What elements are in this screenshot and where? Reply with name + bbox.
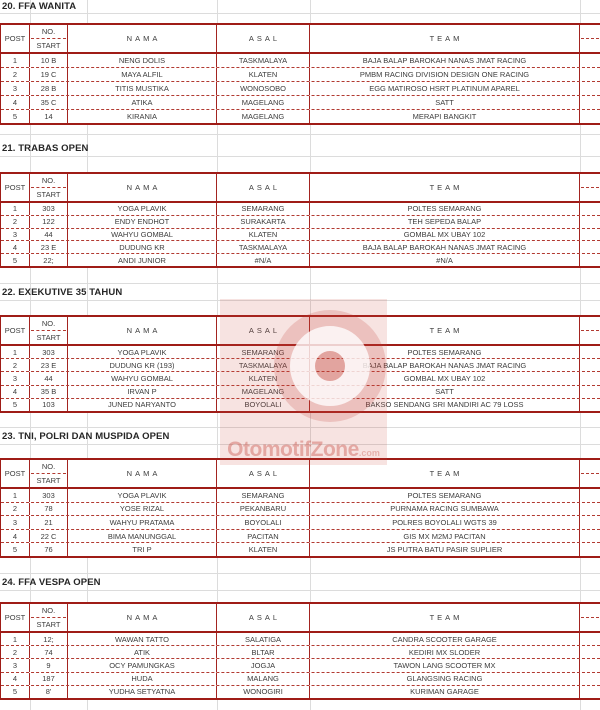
cell-post: 3 [1,516,30,529]
cell-nama: OCY PAMUNGKAS [68,659,217,671]
cell-no-start: 12; [30,633,68,645]
cell-no-start: 21 [30,516,68,529]
header-no-start [30,174,68,201]
cell-asal: SEMARANG [217,203,310,215]
header-asal: ASAL [217,25,310,52]
cell-post: 5 [1,399,30,411]
grid-hline [0,283,600,284]
cell-no-start: 9 [30,659,68,671]
cell-cut [580,646,600,658]
cell-asal: KLATEN [217,229,310,241]
grid-hline [0,573,600,574]
cell-post: 4 [1,386,30,398]
cell-cut [580,229,600,241]
header-dash-divider [31,187,66,188]
table-header-row [1,604,600,633]
cell-team: BAJA BALAP BAROKAH NANAS JMAT RACING [310,54,580,67]
cell-team: KURIMAN GARAGE [310,686,580,698]
table-header-row [1,174,600,203]
cell-post: 4 [1,96,30,109]
table-row [1,658,600,671]
cell-no-start: 78 [30,503,68,516]
cell-post: 2 [1,503,30,516]
header-post: POST [1,604,30,631]
cell-no-start: 23 E [30,359,68,371]
cell-asal: BOYOLALI [217,516,310,529]
cell-nama: YUDHA SETYATNA [68,686,217,698]
table-row [1,489,600,502]
table-row [1,672,600,685]
header-cut-dash [581,473,599,474]
cell-no-start: 122 [30,216,68,228]
table-body [1,633,600,698]
entry-table [0,23,600,125]
grid-hline [0,427,600,428]
cell-team: CANDRA SCOOTER GARAGE [310,633,580,645]
table-row [1,95,600,109]
table-header-row [1,25,600,54]
header-team: TEAM [310,317,580,344]
cell-cut [580,216,600,228]
cell-nama: WAWAN TATTO [68,633,217,645]
cell-cut [580,68,600,81]
cell-team: GOMBAL MX UBAY 102 [310,372,580,384]
cell-asal: WONOGIRI [217,686,310,698]
cell-post: 1 [1,203,30,215]
header-start: START [36,475,61,485]
cell-post: 5 [1,254,30,266]
cell-nama: WAHYU PRATAMA [68,516,217,529]
cell-post: 5 [1,686,30,698]
header-post: POST [1,174,30,201]
table-row [1,228,600,241]
cell-asal: #N/A [217,254,310,266]
cell-no-start: 44 [30,372,68,384]
header-asal: ASAL [217,604,310,631]
cell-cut [580,659,600,671]
cell-nama: TRI P [68,543,217,556]
cell-no-start: 14 [30,110,68,123]
cell-asal: BLTAR [217,646,310,658]
table-row [1,81,600,95]
cell-post: 5 [1,110,30,123]
header-nama: NAMA [68,460,217,487]
cell-post: 1 [1,633,30,645]
watermark-suffix: .com [358,448,380,458]
cell-cut [580,673,600,685]
cell-team: PMBM RACING DIVISION DESIGN ONE RACING [310,68,580,81]
header-cut-dash [581,330,599,331]
header-team: TEAM [310,25,580,52]
cell-team: KEDIRI MX SLODER [310,646,580,658]
section-title: 23. TNI, POLRI DAN MUSPIDA OPEN [2,431,170,442]
cell-team: EGG MATIROSO HSRT PLATINUM APAREL [310,82,580,95]
grid-hline [0,444,600,445]
cell-asal: SALATIGA [217,633,310,645]
header-dash-divider [31,617,66,618]
header-start: START [36,189,61,199]
cell-asal: BOYOLALI [217,399,310,411]
section-title: 22. EXEKUTIVE 35 TAHUN [2,287,123,298]
cell-post: 3 [1,82,30,95]
header-team: TEAM [310,174,580,201]
cell-post: 3 [1,229,30,241]
header-no-start [30,604,68,631]
cell-team: GLANGSING RACING [310,673,580,685]
cell-nama: MAYA ALFIL [68,68,217,81]
header-post: POST [1,460,30,487]
cell-team: BAKSO SENDANG SRI MANDIRI AC 79 LOSS [310,399,580,411]
table-row [1,645,600,658]
cell-asal: MAGELANG [217,96,310,109]
cell-asal: WONOSOBO [217,82,310,95]
cell-asal: MAGELANG [217,386,310,398]
header-cut-dash [581,38,599,39]
cell-no-start: 28 B [30,82,68,95]
header-cut-column [580,604,600,631]
cell-post: 4 [1,241,30,253]
cell-nama: ATIKA [68,96,217,109]
cell-post: 2 [1,359,30,371]
cell-team: SATT [310,386,580,398]
header-dash-divider [31,330,66,331]
cell-nama: HUDA [68,673,217,685]
grid-hline [0,156,600,157]
header-dash-divider [31,473,66,474]
cell-asal: MAGELANG [217,110,310,123]
cell-team: MERAPI BANGKIT [310,110,580,123]
header-start: START [36,40,61,50]
cell-cut [580,372,600,384]
cell-team: GOMBAL MX UBAY 102 [310,229,580,241]
header-cut-column [580,317,600,344]
header-cut-dash [581,187,599,188]
cell-no-start: 303 [30,346,68,358]
header-no-start [30,460,68,487]
entry-table [0,172,600,268]
grid-hline [0,300,600,301]
table-body [1,203,600,266]
table-row [1,346,600,358]
table-header-row [1,317,600,346]
cell-team: TAWON LANG SCOOTER MX [310,659,580,671]
cell-asal: TASKMALAYA [217,241,310,253]
header-cut-column [580,174,600,201]
cell-post: 1 [1,54,30,67]
table-body [1,346,600,411]
cell-team: BAJA BALAP BAROKAH NANAS JMAT RACING [310,359,580,371]
cell-team: PURNAMA RACING SUMBAWA [310,503,580,516]
cell-asal: SEMARANG [217,489,310,502]
cell-post: 4 [1,673,30,685]
cell-cut [580,489,600,502]
cell-cut [580,110,600,123]
header-asal: ASAL [217,460,310,487]
cell-asal: PEKANBARU [217,503,310,516]
cell-asal: KLATEN [217,372,310,384]
cell-no-start: 187 [30,673,68,685]
cell-nama: YOGA PLAVIK [68,203,217,215]
cell-asal: MALANG [217,673,310,685]
table-row [1,371,600,384]
header-dash-divider [31,38,66,39]
cell-cut [580,82,600,95]
table-row [1,240,600,253]
cell-nama: ANDI JUNIOR [68,254,217,266]
cell-no-start: 8' [30,686,68,698]
header-no: NO. [41,319,56,329]
cell-team: #N/A [310,254,580,266]
cell-asal: JOGJA [217,659,310,671]
cell-cut [580,346,600,358]
cell-no-start: 76 [30,543,68,556]
cell-cut [580,530,600,543]
header-start: START [36,619,61,629]
grid-hline [0,13,600,14]
cell-post: 4 [1,530,30,543]
table-row [1,54,600,67]
grid-hline [0,134,600,135]
table-row [1,109,600,123]
cell-post: 3 [1,372,30,384]
header-cut-column [580,25,600,52]
header-nama: NAMA [68,174,217,201]
cell-nama: ENDY ENDHOT [68,216,217,228]
cell-nama: DUDUNG KR (193) [68,359,217,371]
cell-team: POLTES SEMARANG [310,489,580,502]
cell-asal: PACITAN [217,530,310,543]
entry-table [0,315,600,413]
cell-asal: SURAKARTA [217,216,310,228]
header-start: START [36,332,61,342]
header-no: NO. [41,176,56,186]
section-title: 20. FFA WANITA [2,1,77,12]
cell-nama: WAHYU GOMBAL [68,372,217,384]
cell-no-start: 303 [30,489,68,502]
cell-asal: KLATEN [217,543,310,556]
cell-nama: DUDUNG KR [68,241,217,253]
grid-hline [0,590,600,591]
table-row [1,633,600,645]
cell-team: TEH SEPEDA BALAP [310,216,580,228]
cell-cut [580,359,600,371]
table-row [1,215,600,228]
header-team: TEAM [310,460,580,487]
table-row [1,515,600,529]
header-no-start [30,25,68,52]
cell-nama: IRVAN P [68,386,217,398]
cell-no-start: 303 [30,203,68,215]
cell-no-start: 74 [30,646,68,658]
cell-nama: JUNED NARYANTO [68,399,217,411]
table-header-row [1,460,600,489]
cell-no-start: 10 B [30,54,68,67]
header-asal: ASAL [217,317,310,344]
header-no: NO. [41,462,56,472]
cell-team: SATT [310,96,580,109]
section-title: 24. FFA VESPA OPEN [2,577,101,588]
header-no: NO. [41,27,56,37]
cell-nama: YOGA PLAVIK [68,489,217,502]
cell-team: BAJA BALAP BAROKAH NANAS JMAT RACING [310,241,580,253]
cell-cut [580,686,600,698]
cell-no-start: 44 [30,229,68,241]
cell-post: 2 [1,646,30,658]
table-row [1,502,600,516]
cell-team: JS PUTRA BATU PASIR SUPLIER [310,543,580,556]
header-post: POST [1,25,30,52]
cell-cut [580,503,600,516]
cell-asal: KLATEN [217,68,310,81]
cell-no-start: 19 C [30,68,68,81]
cell-post: 1 [1,346,30,358]
table-body [1,489,600,556]
cell-post: 1 [1,489,30,502]
table-row [1,67,600,81]
cell-team: POLTES SEMARANG [310,346,580,358]
cell-no-start: 103 [30,399,68,411]
cell-asal: SEMARANG [217,346,310,358]
header-post: POST [1,317,30,344]
table-row [1,542,600,556]
cell-no-start: 35 B [30,386,68,398]
cell-cut [580,96,600,109]
cell-team: POLTES SEMARANG [310,203,580,215]
cell-asal: TASKMALAYA [217,359,310,371]
header-no: NO. [41,606,56,616]
cell-no-start: 22; [30,254,68,266]
table-row [1,529,600,543]
cell-nama: YOSE RIZAL [68,503,217,516]
cell-cut [580,399,600,411]
cell-post: 2 [1,216,30,228]
cell-cut [580,241,600,253]
table-row [1,385,600,398]
section-title: 21. TRABAS OPEN [2,143,89,154]
cell-cut [580,543,600,556]
cell-cut [580,516,600,529]
cell-nama: WAHYU GOMBAL [68,229,217,241]
cell-nama: KIRANIA [68,110,217,123]
table-row [1,685,600,698]
cell-no-start: 35 C [30,96,68,109]
header-cut-column [580,460,600,487]
cell-nama: NENG DOLIS [68,54,217,67]
header-nama: NAMA [68,25,217,52]
cell-nama: BIMA MANUNGGAL [68,530,217,543]
header-no-start [30,317,68,344]
header-team: TEAM [310,604,580,631]
cell-no-start: 23 E [30,241,68,253]
cell-cut [580,386,600,398]
table-body [1,54,600,123]
entry-table [0,458,600,558]
cell-nama: TITIS MUSTIKA [68,82,217,95]
header-nama: NAMA [68,604,217,631]
cell-cut [580,203,600,215]
cell-post: 2 [1,68,30,81]
entry-table [0,602,600,700]
cell-nama: YOGA PLAVIK [68,346,217,358]
table-row [1,253,600,266]
cell-nama: ATIK [68,646,217,658]
header-cut-dash [581,617,599,618]
cell-cut [580,254,600,266]
cell-no-start: 22 C [30,530,68,543]
header-asal: ASAL [217,174,310,201]
cell-cut [580,633,600,645]
table-row [1,358,600,371]
cell-asal: TASKMALAYA [217,54,310,67]
watermark-brand: OtomotifZone [227,438,359,461]
cell-post: 3 [1,659,30,671]
header-nama: NAMA [68,317,217,344]
cell-cut [580,54,600,67]
cell-team: GIS MX M2MJ PACITAN [310,530,580,543]
table-row [1,398,600,411]
table-row [1,203,600,215]
cell-post: 5 [1,543,30,556]
cell-team: POLRES BOYOLALI WGTS 39 [310,516,580,529]
